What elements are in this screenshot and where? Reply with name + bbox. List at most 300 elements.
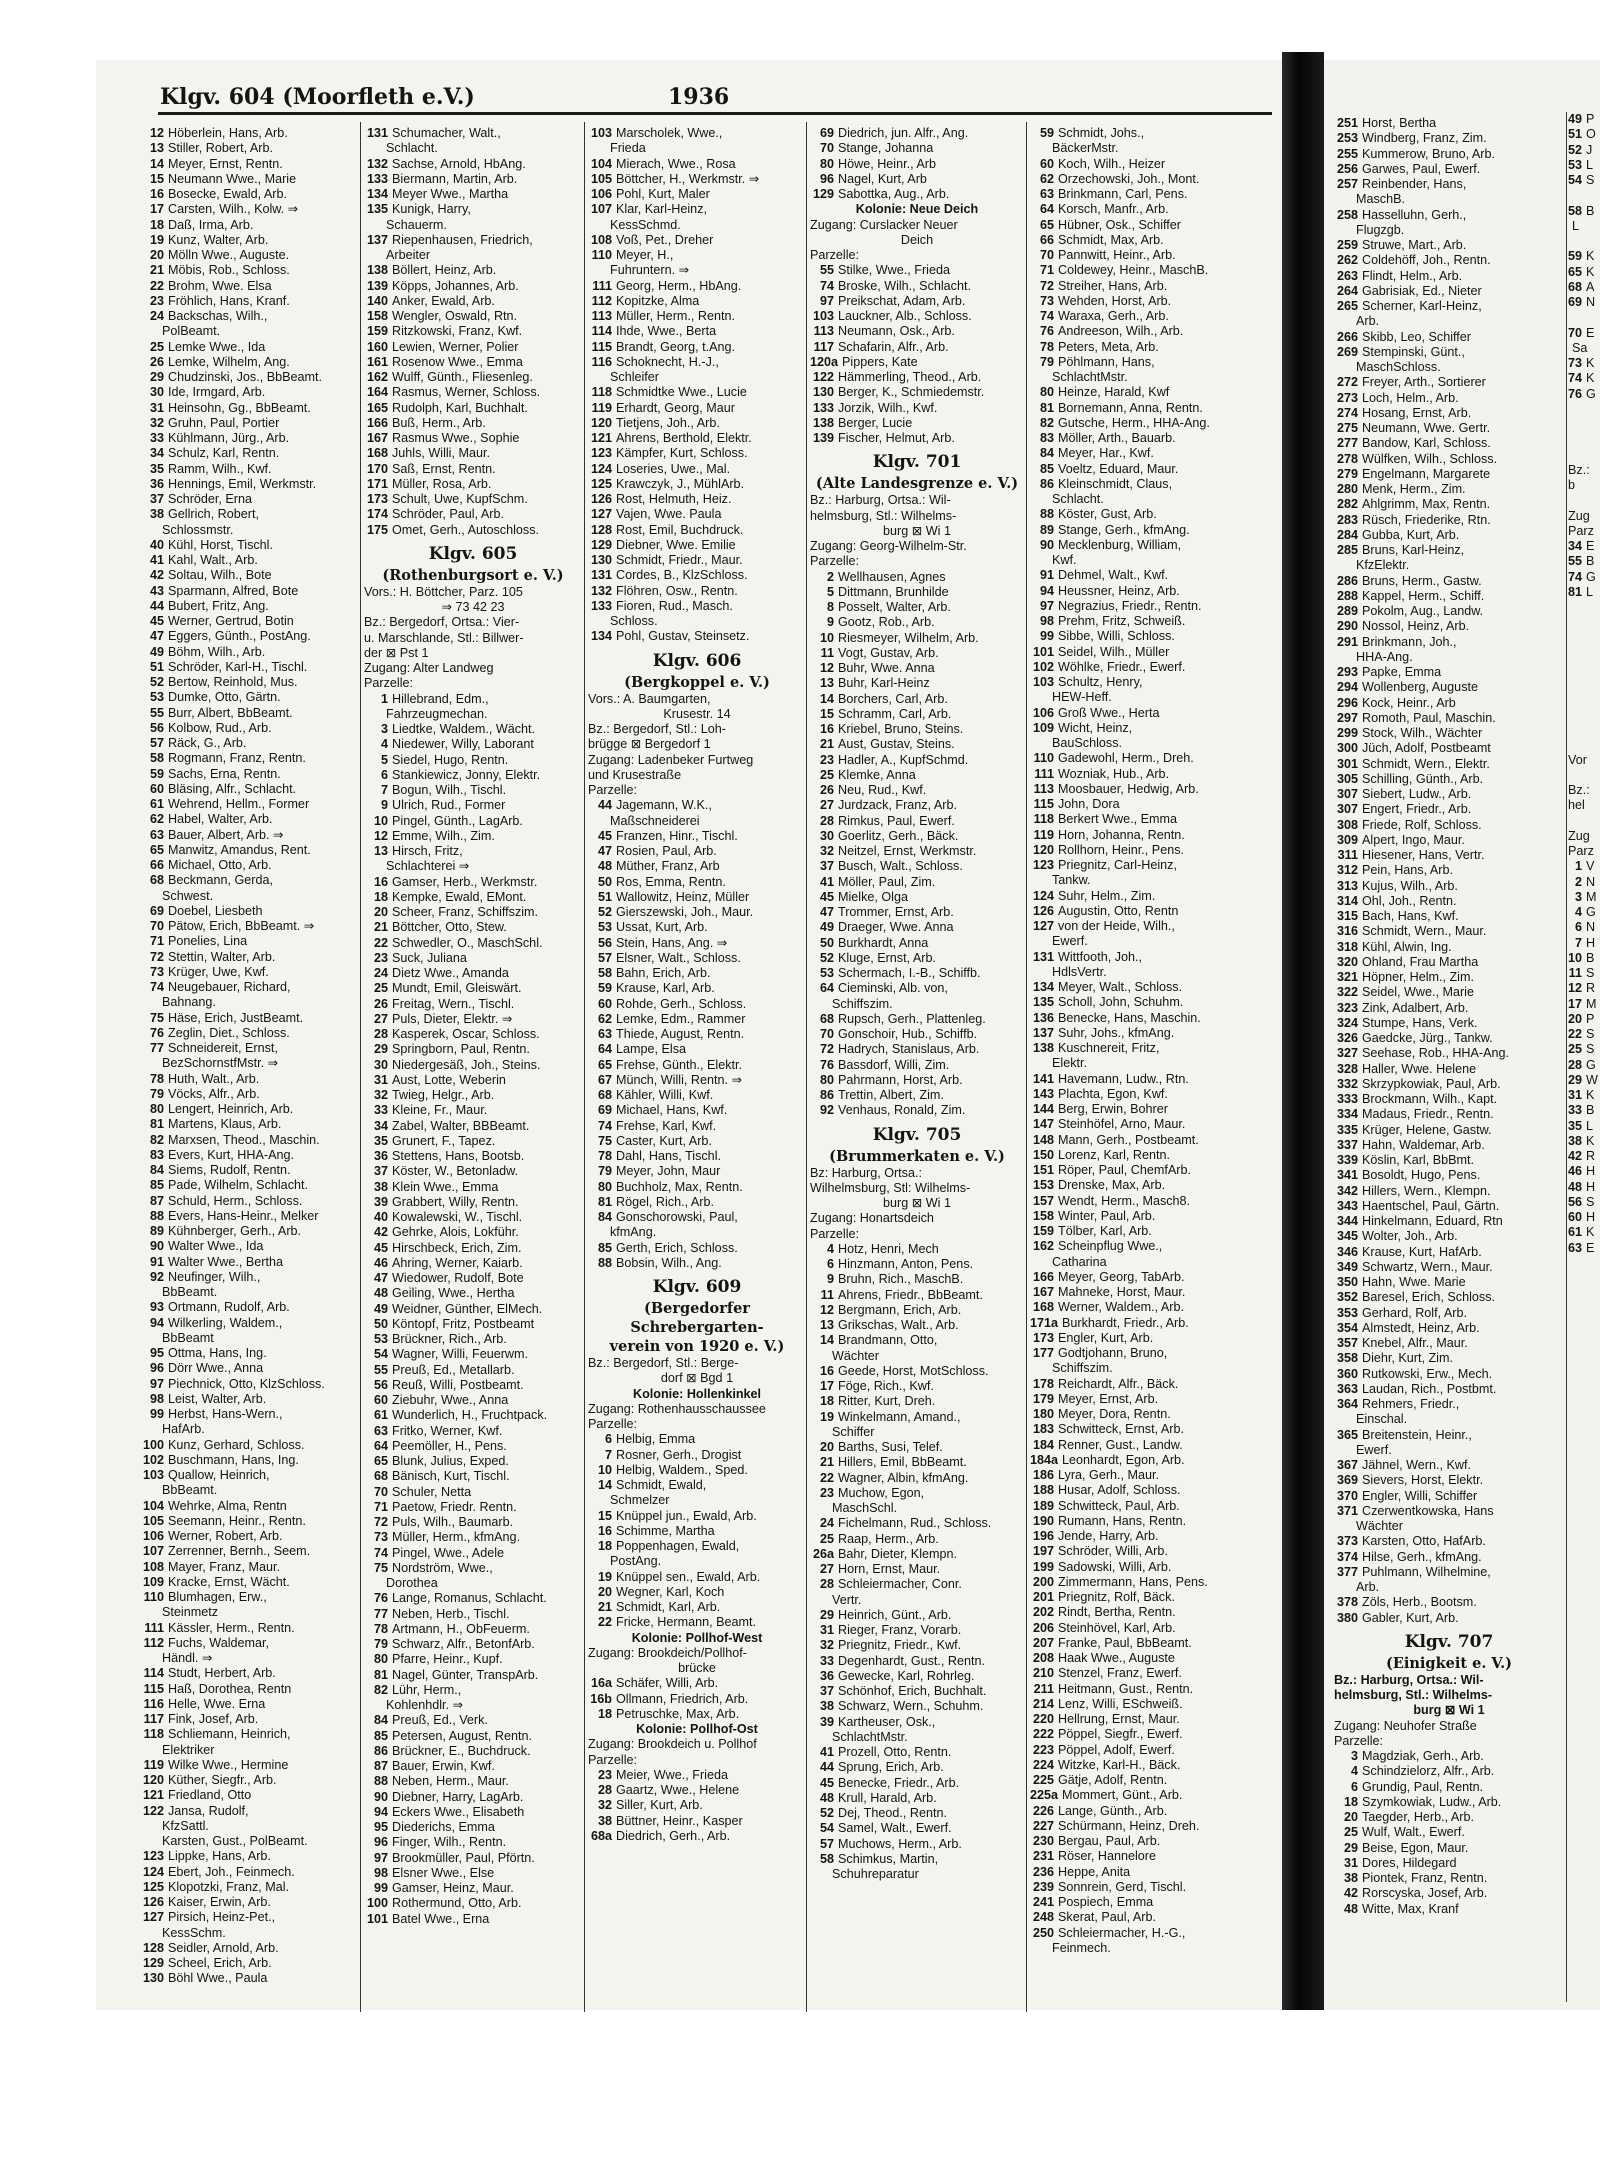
directory-entry bbox=[364, 737, 582, 752]
plot-number: 64 bbox=[1039, 202, 1054, 217]
directory-entry bbox=[364, 1805, 582, 1820]
club-info-line: hel bbox=[1568, 798, 1585, 813]
plot-number: 34 bbox=[373, 1118, 388, 1133]
plot-number: 73 bbox=[1039, 293, 1054, 308]
directory-entry bbox=[1030, 1438, 1248, 1453]
directory-entry bbox=[140, 584, 360, 599]
directory-entry bbox=[1030, 401, 1248, 416]
directory-entry bbox=[1030, 1209, 1248, 1224]
plot-number: 76 bbox=[819, 1057, 834, 1072]
plot-number: 50 bbox=[597, 874, 612, 889]
plot-number: 274 bbox=[1336, 405, 1358, 420]
club-info-line: Bz: Harburg, Ortsa.: bbox=[810, 1165, 922, 1180]
plot-number: 258 bbox=[1336, 207, 1358, 222]
colony-heading: Kolonie: Pollhof-Ost bbox=[636, 1722, 758, 1736]
directory-entry bbox=[364, 172, 582, 187]
entry-text: P bbox=[1586, 112, 1595, 126]
plot-number: 211 bbox=[1033, 1681, 1054, 1696]
directory-entry bbox=[810, 1623, 1024, 1638]
directory-entry bbox=[1030, 584, 1248, 599]
plot-number: 25 bbox=[149, 339, 164, 354]
entry-text: Schröder, Karl-H., Tischl. bbox=[168, 659, 308, 674]
entry-text: Grikschas, Walt., Arb. bbox=[838, 1318, 959, 1332]
plot-number: 48 bbox=[373, 1286, 388, 1301]
directory-entry bbox=[810, 875, 1024, 890]
directory-entry bbox=[588, 553, 806, 568]
plot-number: 164 bbox=[366, 385, 388, 400]
entry-text: Ebert, Joh., Feinmech. bbox=[168, 1864, 295, 1879]
entry-text: Peters, Meta, Arb. bbox=[1058, 339, 1159, 354]
entry-text: Freitag, Wern., Tischl. bbox=[392, 996, 515, 1011]
plot-number: 25 bbox=[373, 981, 388, 996]
plot-number: 100 bbox=[366, 1896, 388, 1911]
entry-text: Stein, Hans, Ang. ⇒ bbox=[616, 935, 728, 950]
directory-entry bbox=[1030, 1377, 1248, 1392]
plot-number: 92 bbox=[149, 1269, 164, 1284]
club-info-line: ⇒ 73 42 23 bbox=[441, 600, 505, 614]
directory-entry bbox=[140, 462, 360, 477]
directory-entry bbox=[588, 1195, 806, 1210]
entry-continuation: Kwf. bbox=[1052, 553, 1077, 567]
directory-entry bbox=[1334, 1062, 1564, 1077]
entry-text: Kaiser, Erwin, Arb. bbox=[168, 1895, 271, 1909]
plot-number: 257 bbox=[1336, 177, 1358, 191]
plot-number: 167 bbox=[1032, 1285, 1054, 1299]
plot-number: 158 bbox=[366, 309, 388, 323]
entry-text: Ohl, Joh., Rentn. bbox=[1362, 893, 1457, 908]
plot-number: 227 bbox=[1032, 1818, 1054, 1833]
directory-entry bbox=[140, 1392, 360, 1407]
directory-entry bbox=[588, 355, 806, 370]
plot-number: 63 bbox=[1039, 187, 1054, 201]
directory-entry bbox=[810, 1516, 1024, 1531]
entry-text: Witte, Max, Kranf bbox=[1362, 1901, 1459, 1916]
entry-text: Kleine, Fr., Maur. bbox=[392, 1103, 488, 1118]
entry-text: Wellhausen, Agnes bbox=[838, 569, 946, 584]
plot-number: 175 bbox=[366, 522, 388, 537]
entry-text: Draeger, Wwe. Anna bbox=[838, 920, 954, 935]
entry-text: Möller, Arth., Bauarb. bbox=[1058, 431, 1176, 445]
directory-entry bbox=[588, 492, 806, 507]
entry-text: Horn, Ernst, Maur. bbox=[838, 1562, 941, 1576]
entry-text: Walter Wwe., Bertha bbox=[168, 1254, 284, 1269]
directory-entry bbox=[588, 172, 806, 187]
directory-entry bbox=[364, 1637, 582, 1652]
directory-entry bbox=[810, 187, 1024, 202]
directory-entry bbox=[1030, 1575, 1248, 1590]
plot-number: 28 bbox=[819, 813, 834, 828]
entry-text: Kuschnereit, Fritz, bbox=[1058, 1041, 1160, 1055]
entry-text: B bbox=[1586, 554, 1595, 569]
club-info-line: Zugang: Neuhofer Straße bbox=[1334, 1718, 1477, 1733]
directory-entry bbox=[588, 233, 806, 248]
entry-text: Kempke, Ewald, EMont. bbox=[392, 889, 527, 904]
plot-number: 99 bbox=[149, 1407, 164, 1421]
entry-text: Koch, Wilh., Heizer bbox=[1058, 156, 1166, 171]
entry-text: Helle, Wwe. Erna bbox=[168, 1696, 266, 1711]
entry-text: Juhls, Willi, Maur. bbox=[392, 446, 490, 461]
plot-number: 124 bbox=[1032, 888, 1054, 903]
entry-text: Breitenstein, Heinr., bbox=[1362, 1427, 1472, 1442]
entry-text: Brandmann, Otto, bbox=[838, 1333, 938, 1348]
entry-text: Gruhn, Paul, Portier bbox=[168, 415, 280, 430]
entry-text: Wulf, Walt., Ewerf. bbox=[1362, 1825, 1465, 1840]
plot-number: 26a bbox=[812, 1546, 834, 1561]
plot-number: 159 bbox=[1032, 1224, 1054, 1238]
directory-entry bbox=[364, 1012, 582, 1027]
plot-number: 94 bbox=[373, 1804, 388, 1819]
entry-text: Mayer, Franz, Maur. bbox=[168, 1559, 280, 1574]
entry-text: Broske, Wilh., Schlacht. bbox=[838, 278, 971, 293]
entry-text: Wollenberg, Auguste bbox=[1362, 680, 1478, 695]
plot-number: 346 bbox=[1336, 1244, 1358, 1259]
entry-text: Lewien, Werner, Polier bbox=[392, 339, 519, 354]
entry-text: Lemke, Wilhelm, Ang. bbox=[168, 354, 290, 369]
plot-number: 54 bbox=[373, 1347, 388, 1362]
entry-text: Busch, Walt., Schloss. bbox=[838, 859, 963, 874]
entry-text: Wagner, Albin, kfmAng. bbox=[838, 1470, 969, 1485]
entry-text: S bbox=[1586, 173, 1595, 187]
plot-number: 101 bbox=[366, 1911, 388, 1926]
directory-entry bbox=[1334, 1123, 1564, 1138]
entry-text: Stilke, Wwe., Frieda bbox=[838, 263, 950, 278]
directory-entry bbox=[364, 1622, 582, 1637]
plot-number: 94 bbox=[149, 1315, 164, 1330]
plot-number: 120 bbox=[142, 1773, 164, 1787]
plot-number: 24 bbox=[149, 309, 164, 323]
entry-text: Müller, Herm., Rentn. bbox=[616, 309, 735, 323]
directory-entry bbox=[1334, 147, 1564, 162]
entry-text: Kühl, Alwin, Ing. bbox=[1362, 939, 1452, 954]
entry-text: Neben, Herb., Tischl. bbox=[392, 1606, 510, 1621]
directory-entry bbox=[1334, 1092, 1564, 1107]
plot-number: 168 bbox=[1032, 1300, 1054, 1315]
entry-text: Neumann, Osk., Arb. bbox=[838, 324, 955, 339]
plot-number: 166 bbox=[366, 415, 388, 430]
entry-text: Klemke, Anna bbox=[838, 767, 916, 782]
directory-entry bbox=[1334, 1199, 1564, 1214]
club-info-line: Wilhelmsburg, Stl: Wilhelms- bbox=[810, 1180, 971, 1195]
plot-number: 248 bbox=[1032, 1910, 1054, 1925]
directory-entry bbox=[810, 324, 1024, 339]
entry-text: Pippers, Kate bbox=[842, 354, 918, 369]
entry-continuation: Bahnang. bbox=[162, 995, 216, 1010]
directory-entry bbox=[1030, 446, 1248, 461]
directory-entry bbox=[1030, 1834, 1248, 1849]
entry-text: Degenhardt, Gust., Rentn. bbox=[838, 1653, 986, 1668]
entry-text: Ziebuhr, Wwe., Anna bbox=[392, 1393, 509, 1407]
plot-number: 123 bbox=[590, 446, 612, 461]
entry-text: Plachta, Egon, Kwf. bbox=[1058, 1086, 1168, 1101]
entry-text: Kleinschmidt, Claus, bbox=[1058, 476, 1173, 491]
plot-number: 2 bbox=[1574, 874, 1582, 889]
entry-text: Rothermund, Otto, Arb. bbox=[392, 1896, 522, 1911]
entry-continuation: MaschB. bbox=[1356, 192, 1405, 207]
entry-text: Sachse, Arnold, HbAng. bbox=[392, 156, 526, 171]
entry-text: Cordes, B., KlzSchloss. bbox=[616, 568, 748, 583]
blank-line bbox=[1568, 188, 1600, 203]
entry-text: Wöhlke, Friedr., Ewerf. bbox=[1058, 659, 1186, 674]
plot-number: 36 bbox=[819, 1668, 834, 1683]
directory-entry bbox=[1568, 585, 1600, 600]
directory-entry bbox=[1334, 619, 1564, 634]
plot-number: 318 bbox=[1336, 939, 1358, 954]
plot-number: 32 bbox=[149, 415, 164, 430]
directory-entry bbox=[588, 1600, 806, 1615]
plot-number: 96 bbox=[819, 171, 834, 186]
plot-number: 97 bbox=[373, 1850, 388, 1865]
entry-text: Brückner, E., Buchdruck. bbox=[392, 1743, 531, 1758]
plot-number: 60 bbox=[149, 781, 164, 796]
directory-entry bbox=[588, 340, 806, 355]
entry-text: Meyer Wwe., Martha bbox=[392, 187, 509, 201]
entry-text: Schulz, Karl, Rentn. bbox=[168, 446, 280, 461]
plot-number: 102 bbox=[1032, 659, 1054, 674]
entry-continuation: Schmelzer bbox=[610, 1493, 670, 1508]
directory-entry bbox=[140, 919, 360, 934]
plot-number: 121 bbox=[590, 431, 612, 445]
entry-text: Schmidt, Max, Arb. bbox=[1058, 232, 1164, 247]
entry-continuation: Elektriker bbox=[162, 1742, 215, 1757]
directory-entry bbox=[588, 1042, 806, 1057]
directory-entry bbox=[140, 1621, 360, 1636]
directory-entry bbox=[1334, 1871, 1564, 1886]
entry-text: Köslin, Karl, BbBmt. bbox=[1362, 1153, 1474, 1167]
entry-text: Raap, Herm., Arb. bbox=[838, 1531, 939, 1546]
directory-entry bbox=[140, 812, 360, 827]
entry-text: Wozniak, Hub., Arb. bbox=[1058, 766, 1170, 781]
plot-number: 183 bbox=[1032, 1422, 1054, 1437]
entry-text: Berger, K., Schmiedemstr. bbox=[838, 385, 985, 400]
plot-number: 134 bbox=[366, 187, 388, 201]
directory-entry bbox=[364, 157, 582, 172]
entry-text: Schwitteck, Paul, Arb. bbox=[1058, 1498, 1180, 1513]
directory-entry bbox=[364, 1454, 582, 1469]
club-name: (Rothenburgsort e. V.) bbox=[382, 566, 564, 584]
entry-continuation: Schlachterei ⇒ bbox=[386, 859, 470, 874]
directory-entry bbox=[1030, 721, 1248, 736]
plot-number: 353 bbox=[1336, 1305, 1358, 1320]
entry-text: Bubert, Fritz, Ang. bbox=[168, 598, 269, 613]
directory-entry bbox=[1030, 1880, 1248, 1895]
entry-text: Ros, Emma, Rentn. bbox=[616, 874, 726, 889]
plot-number: 114 bbox=[591, 324, 612, 339]
plot-number: 82 bbox=[149, 1132, 164, 1147]
entry-text: Waraxa, Gerh., Arb. bbox=[1058, 309, 1169, 323]
directory-entry bbox=[364, 1729, 582, 1744]
plot-number: 30 bbox=[819, 828, 834, 843]
entry-text: Diebner, Wwe. Emilie bbox=[616, 537, 736, 552]
directory-entry bbox=[1334, 1749, 1564, 1764]
plot-number: 226 bbox=[1032, 1803, 1054, 1818]
plot-number: 16 bbox=[819, 1363, 834, 1378]
entry-text: Wicht, Heinz, bbox=[1058, 720, 1133, 735]
entry-text: Windberg, Franz, Zim. bbox=[1362, 131, 1487, 146]
plot-number: 12 bbox=[1568, 981, 1583, 996]
directory-entry bbox=[1030, 309, 1248, 324]
directory-entry bbox=[364, 1073, 582, 1088]
entry-text: Buhr, Karl-Heinz bbox=[838, 676, 930, 691]
plot-number: 58 bbox=[597, 966, 612, 980]
entry-text: Hinzmann, Anton, Pens. bbox=[838, 1257, 974, 1271]
entry-text: Rupsch, Gerh., Plattenleg. bbox=[838, 1011, 986, 1026]
plot-number: 265 bbox=[1336, 299, 1358, 313]
directory-entry bbox=[140, 340, 360, 355]
plot-number: 1 bbox=[1574, 859, 1582, 874]
directory-entry bbox=[364, 416, 582, 431]
entry-text: Klar, Karl-Heinz, bbox=[616, 202, 707, 217]
plot-number: 57 bbox=[149, 736, 164, 750]
plot-number: 89 bbox=[149, 1224, 164, 1238]
column-divider bbox=[1026, 122, 1027, 2012]
directory-entry bbox=[1030, 1712, 1248, 1727]
directory-entry bbox=[1030, 828, 1248, 843]
entry-continuation: BbBeamt. bbox=[162, 1285, 218, 1299]
directory-entry bbox=[1334, 1031, 1564, 1046]
directory-entry bbox=[1030, 797, 1248, 812]
directory-entry bbox=[1568, 1210, 1600, 1225]
club-info-line: Parzelle: bbox=[810, 1226, 859, 1241]
directory-entry bbox=[1334, 665, 1564, 680]
plot-number: 197 bbox=[1032, 1544, 1054, 1559]
entry-text: Bauer, Albert, Arb. ⇒ bbox=[168, 827, 284, 842]
directory-entry bbox=[140, 828, 360, 843]
entry-text: Lippke, Hans, Arb. bbox=[168, 1849, 271, 1864]
directory-entry bbox=[588, 538, 806, 553]
entry-text: Kock, Heinr., Arb bbox=[1362, 695, 1456, 710]
directory-entry bbox=[364, 431, 582, 446]
entry-text: Hennings, Emil, Werkmstr. bbox=[168, 476, 317, 491]
directory-entry bbox=[588, 890, 806, 905]
directory-entry bbox=[364, 1424, 582, 1439]
entry-text: Bahn, Erich, Arb. bbox=[616, 966, 711, 980]
entry-text: Schmidt, Johs., bbox=[1058, 126, 1145, 140]
blank-line bbox=[1568, 768, 1600, 783]
entry-text: Hahn, Wwe. Marie bbox=[1362, 1275, 1466, 1289]
directory-entry bbox=[140, 401, 360, 416]
plot-number: 47 bbox=[149, 629, 164, 644]
plot-number: 98 bbox=[1039, 614, 1054, 628]
plot-number: 70 bbox=[819, 141, 834, 156]
entry-continuation: Feinmech. bbox=[1052, 1940, 1111, 1955]
plot-number: 66 bbox=[149, 858, 164, 872]
directory-entry bbox=[588, 1524, 806, 1539]
entry-text: Lauckner, Alb., Schloss. bbox=[838, 309, 972, 323]
club-info-line: Zugang: Georg-Wilhelm-Str. bbox=[810, 539, 967, 553]
entry-text: Carsten, Wilh., Kolw. ⇒ bbox=[168, 202, 299, 217]
directory-entry bbox=[364, 981, 582, 996]
directory-entry bbox=[1030, 1727, 1248, 1742]
directory-entry bbox=[1030, 1636, 1248, 1651]
entry-text: Vöcks, Alfr., Arb. bbox=[168, 1086, 260, 1101]
entry-text: B bbox=[1586, 950, 1595, 965]
entry-continuation: Elektr. bbox=[1052, 1056, 1087, 1071]
plot-number: 4 bbox=[1574, 905, 1582, 919]
directory-entry bbox=[364, 1027, 582, 1042]
plot-number: 59 bbox=[149, 766, 164, 781]
entry-text: Hillers, Wern., Klempn. bbox=[1362, 1183, 1491, 1198]
directory-entry bbox=[810, 1103, 1024, 1118]
directory-entry bbox=[810, 385, 1024, 400]
entry-text: Gamser, Herb., Werkmstr. bbox=[392, 874, 538, 889]
directory-entry bbox=[810, 416, 1024, 431]
entry-text: Aust, Lotte, Weberin bbox=[392, 1072, 506, 1087]
directory-entry bbox=[140, 1346, 360, 1361]
plot-number: 20 bbox=[373, 905, 388, 919]
directory-entry bbox=[1030, 1468, 1248, 1483]
entry-text: Dörr Wwe., Anna bbox=[168, 1361, 264, 1376]
entry-text: Scherner, Karl-Heinz, bbox=[1362, 299, 1482, 313]
directory-entry bbox=[140, 1666, 360, 1681]
entry-text: Schwarz, Wern., Schuhm. bbox=[838, 1699, 984, 1714]
entry-text: Heinze, Harald, Kwf bbox=[1058, 385, 1170, 400]
plot-number: 1 bbox=[380, 691, 388, 706]
directory-entry bbox=[1030, 1148, 1248, 1163]
entry-text: Rost, Helmuth, Heiz. bbox=[616, 492, 732, 506]
entry-text: Ulrich, Rud., Former bbox=[392, 798, 506, 813]
plot-number: 33 bbox=[149, 431, 164, 445]
blank-line bbox=[1568, 707, 1600, 722]
plot-number: 72 bbox=[373, 1515, 388, 1529]
directory-entry bbox=[810, 401, 1024, 416]
directory-entry bbox=[1030, 263, 1248, 278]
entry-text: Bläsing, Alfr., Schlacht. bbox=[168, 781, 297, 796]
plot-number: 33 bbox=[1568, 1103, 1583, 1118]
entry-text: Bahr, Dieter, Klempn. bbox=[838, 1546, 958, 1561]
entry-text: N bbox=[1586, 874, 1596, 889]
plot-number: 45 bbox=[819, 1775, 834, 1790]
entry-text: Pingel, Wwe., Adele bbox=[392, 1545, 505, 1560]
entry-text: Buschmann, Hans, Ing. bbox=[168, 1452, 299, 1467]
plot-number: 148 bbox=[1032, 1132, 1054, 1147]
entry-text: Fischer, Helmut, Arb. bbox=[838, 431, 955, 445]
entry-text: Ramm, Wilh., Kwf. bbox=[168, 461, 272, 476]
plot-number: 50 bbox=[819, 935, 834, 950]
plot-number: 74 bbox=[1568, 569, 1583, 584]
directory-entry bbox=[1030, 1133, 1248, 1148]
plot-number: 91 bbox=[1039, 568, 1054, 583]
entry-text: Batel Wwe., Erna bbox=[392, 1911, 490, 1926]
plot-number: 132 bbox=[366, 156, 388, 171]
plot-number: 307 bbox=[1336, 802, 1358, 817]
directory-entry bbox=[588, 477, 806, 492]
directory-entry bbox=[1030, 1422, 1248, 1437]
directory-entry bbox=[140, 736, 360, 751]
plot-number: 72 bbox=[819, 1042, 834, 1057]
directory-entry bbox=[810, 1776, 1024, 1791]
entry-text: Neu, Rud., Kwf. bbox=[838, 783, 927, 797]
directory-entry bbox=[1334, 1367, 1564, 1382]
plot-number: 33 bbox=[373, 1103, 388, 1118]
entry-text: Schuld, Herm., Schloss. bbox=[168, 1193, 303, 1208]
directory-entry bbox=[364, 1317, 582, 1332]
entry-text: Pfarre, Heinr., Kupf. bbox=[392, 1652, 503, 1667]
plot-number: 53 bbox=[819, 966, 834, 980]
plot-number: 207 bbox=[1032, 1635, 1054, 1650]
plot-number: 84 bbox=[597, 1210, 612, 1224]
entry-text: Tölber, Karl, Arb. bbox=[1058, 1224, 1152, 1238]
entry-text: Gätje, Adolf, Rentn. bbox=[1058, 1773, 1168, 1787]
directory-entry bbox=[810, 753, 1024, 768]
entry-text: Brookmüller, Paul, Pförtn. bbox=[392, 1850, 535, 1865]
entry-text: Romoth, Paul, Maschin. bbox=[1362, 710, 1496, 725]
directory-entry bbox=[140, 1041, 360, 1056]
entry-continuation: Karsten, Gust., PolBeamt. bbox=[162, 1834, 308, 1848]
directory-entry bbox=[140, 507, 360, 522]
club-info-line: Zugang: Ladenbeker Furtweg bbox=[588, 752, 754, 767]
plot-number: 7 bbox=[604, 1447, 612, 1462]
plot-number: 373 bbox=[1336, 1534, 1358, 1549]
